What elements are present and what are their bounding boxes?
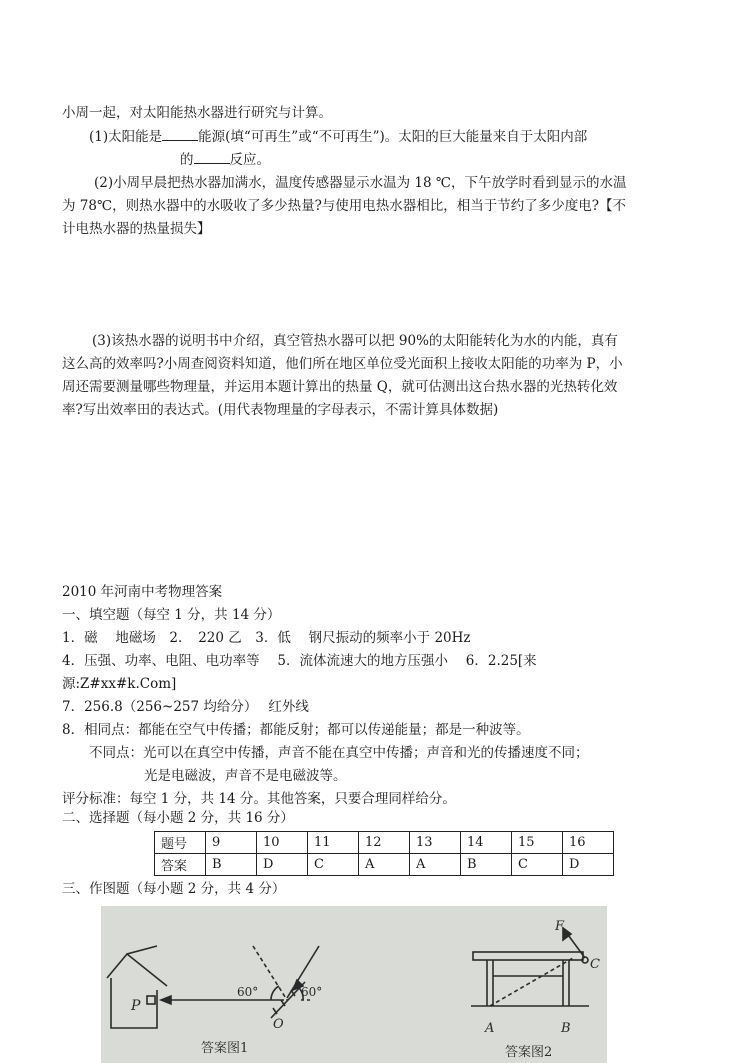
q1-blank-2 bbox=[194, 149, 230, 164]
table-cell: 9 bbox=[206, 832, 257, 854]
intro-line: 小周一起，对太阳能热水器进行研究与计算。 bbox=[62, 105, 332, 121]
table-cell: A bbox=[410, 854, 461, 876]
table-cell: A bbox=[359, 854, 410, 876]
table-cell: C bbox=[512, 854, 563, 876]
q1-text-c: 的 bbox=[180, 152, 194, 168]
answer-figures-photo bbox=[101, 906, 607, 1063]
question-3-line-4: 率?写出效率田的表达式。(用代表物理量的字母表示，不需计算具体数据) bbox=[62, 402, 499, 418]
angle-label-left: 60° bbox=[237, 985, 259, 999]
question-3-line-3: 周还需要测量哪些物理量，并运用本题计算出的热量 Q，就可估测出这台热水器的光热转化效 bbox=[62, 379, 618, 395]
question-2-line-2: 为 78℃，则热水器中的水吸收了多少热量?与使用电热水器相比，相当于节约了多少度电?【不 bbox=[62, 198, 627, 214]
table-cell: 12 bbox=[359, 832, 410, 854]
q1-text-a: (1)太阳能是 bbox=[89, 129, 163, 145]
figure-2-caption: 答案图2 bbox=[505, 1045, 553, 1060]
question-2-line-3: 计电热水器的热量损失】 bbox=[62, 221, 211, 237]
label-o: O bbox=[273, 1017, 284, 1032]
question-1-line-1 bbox=[89, 126, 587, 147]
q1-text-d: 反应。 bbox=[229, 152, 270, 168]
house-roof-ridge bbox=[127, 946, 157, 954]
figure-1-caption: 答案图1 bbox=[201, 1041, 249, 1056]
scoring-standard: 评分标准：每空 1 分，共 14 分。其他答案，只要合理同样给分。 bbox=[62, 791, 456, 807]
choice-answer-table bbox=[154, 831, 614, 876]
label-a: A bbox=[485, 1021, 495, 1036]
label-p: P bbox=[131, 998, 141, 1014]
section-3-heading: 三、作图题（每小题 2 分，共 4 分） bbox=[62, 881, 286, 897]
answer-title: 2010 年河南中考物理答案 bbox=[62, 584, 223, 600]
figure-1-drawing bbox=[107, 946, 319, 1028]
table-cell: 13 bbox=[410, 832, 461, 854]
table-cell: C bbox=[308, 854, 359, 876]
house-roof bbox=[107, 954, 167, 986]
table-cell: 11 bbox=[308, 832, 359, 854]
table-cell: D bbox=[563, 854, 614, 876]
answer-8-diff-2: 光是电磁波，声音不是电磁波等。 bbox=[144, 768, 347, 784]
section-1-heading: 一、填空题（每空 1 分，共 14 分） bbox=[62, 607, 281, 623]
table-top bbox=[473, 952, 583, 960]
table-cell: 16 bbox=[563, 832, 614, 854]
table-cell: 15 bbox=[512, 832, 563, 854]
question-1-line-2 bbox=[180, 149, 270, 170]
answer-4-6: 4．压强、功率、电阻、电功率等 5．流体流速大的地方压强小 6．2.25[来 bbox=[62, 653, 537, 669]
answer-7: 7．256.8（256~257 均给分） 红外线 bbox=[62, 699, 309, 715]
house-window bbox=[147, 996, 155, 1004]
table-cell: D bbox=[257, 854, 308, 876]
q1-text-b: 能源(填“可再生”或“不可再生”)。太阳的巨大能量来自于太阳内部 bbox=[198, 129, 588, 145]
question-3-line-2: 这么高的效率吗?小周查阅资料知道，他们所在地区单位受光面积上接收太阳能的功率为 P，小 bbox=[62, 356, 623, 372]
answer-1-3: 1．磁 地磁场 2． 220 乙 3．低 钢尺振动的频率小于 20Hz bbox=[62, 630, 471, 646]
table-header-label: 题号 bbox=[155, 832, 206, 854]
table-row bbox=[155, 832, 614, 854]
answer-8-diff: 不同点：光可以在真空中传播，声音不能在真空中传播；声音和光的传播速度不同； bbox=[89, 745, 589, 761]
answer-6-source: 源:Z#xx#k.Com] bbox=[62, 676, 177, 692]
angle-arc-left bbox=[271, 986, 279, 1000]
table-cell: 10 bbox=[257, 832, 308, 854]
angle-label-right: 60° bbox=[301, 985, 323, 999]
label-c: C bbox=[590, 957, 600, 972]
table-cell: 14 bbox=[461, 832, 512, 854]
table-cell: B bbox=[206, 854, 257, 876]
table-answer-label: 答案 bbox=[155, 854, 206, 876]
table-cell: B bbox=[461, 854, 512, 876]
section-2-heading: 二、选择题（每小题 2 分，共 16 分） bbox=[62, 810, 294, 826]
question-2-line-1: (2)小周早晨把热水器加满水，温度传感器显示水温为 18 ℃，下午放学时看到显示的水温 bbox=[94, 175, 627, 191]
figure-2-drawing bbox=[471, 928, 589, 1006]
answer-8-same: 8．相同点：都能在空气中传播；都能反射；都可以传递能量；都是一种波等。 bbox=[62, 722, 530, 738]
question-3-line-1: (3)该热水器的说明书中介绍，真空管热水器可以把 90%的太阳能转化为水的内能，真有 bbox=[92, 333, 618, 349]
label-f: F bbox=[555, 919, 565, 934]
label-b: B bbox=[561, 1021, 571, 1036]
q1-blank-1 bbox=[162, 126, 198, 141]
answer-figures-svg bbox=[101, 906, 607, 1063]
table-row bbox=[155, 854, 614, 876]
lever-arm-dashed bbox=[490, 958, 573, 1006]
ray-arrowhead bbox=[161, 996, 171, 1004]
